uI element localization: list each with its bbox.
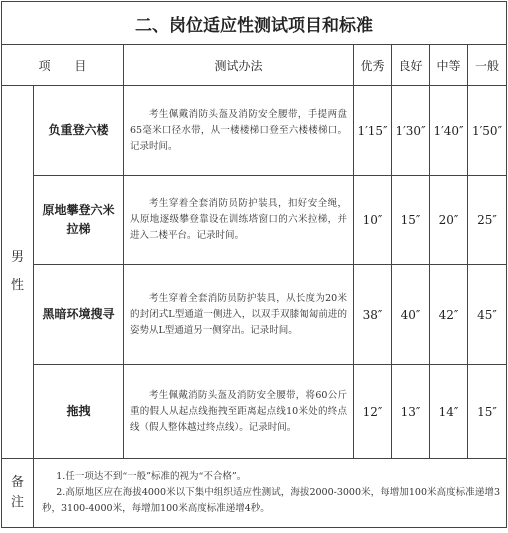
notes-row — [2, 459, 507, 528]
item-name: 负重登六楼 — [34, 86, 124, 176]
value-excellent: 12″ — [354, 365, 392, 459]
item-method: 考生佩戴消防头盔及消防安全腰带，将60公斤重的假人从起点线拖拽至距离起点线10米处的终点线（假人整体越过终点线）。记录时间。 — [124, 365, 354, 459]
header-grade-excellent: 优秀 — [354, 45, 392, 86]
value-medium: 20″ — [430, 176, 468, 265]
value-good: 13″ — [392, 365, 430, 459]
value-medium: 1′40″ — [430, 86, 468, 176]
header-row — [2, 45, 507, 86]
value-medium: 14″ — [430, 365, 468, 459]
header-grade-medium: 中等 — [430, 45, 468, 86]
value-good: 1′30″ — [392, 86, 430, 176]
header-method: 测试办法 — [124, 45, 354, 86]
value-excellent: 38″ — [354, 265, 392, 365]
value-excellent: 10″ — [354, 176, 392, 265]
value-excellent: 1′15″ — [354, 86, 392, 176]
item-name: 原地攀登六米拉梯 — [34, 176, 124, 265]
table-row — [2, 365, 507, 459]
notes-content — [34, 459, 507, 528]
item-method: 考生穿着全套消防员防护装具，从长度为20米的封闭式L型通道一侧进入，以双手双膝匍匐前进的姿势从L型通道另一侧穿出。记录时间。 — [124, 265, 354, 365]
item-method: 考生佩戴消防头盔及消防安全腰带，手提两盘65毫米口径水带，从一楼楼梯口登至六楼楼梯口。记录时间。 — [124, 86, 354, 176]
header-grade-good: 良好 — [392, 45, 430, 86]
value-pass: 1′50″ — [468, 86, 507, 176]
item-method: 考生穿着全套消防员防护装具，扣好安全绳，从原地逐级攀登靠设在训练塔窗口的六米拉梯，并进入二楼平台。记录时间。 — [124, 176, 354, 265]
gender-label — [2, 86, 34, 459]
gender-char: 性 — [10, 278, 24, 293]
note-item: 1.任一项达不到“一般”标准的视为“不合格”。 — [56, 471, 247, 482]
note-item: 2.高原地区应在海拔4000米以下集中组织适应性测试，海拔2000-3000米，每增加100米高度标准递增3秒，3100-4000米，每增加100米高度标准递增4秒。 — [42, 487, 501, 514]
table-row — [2, 176, 507, 265]
value-pass: 25″ — [468, 176, 507, 265]
notes-label-char: 备 — [10, 475, 24, 490]
gender-char: 男 — [10, 250, 24, 265]
standards-table-page — [1, 1, 506, 531]
table-row — [2, 86, 507, 176]
table-title: 二、岗位适应性测试项目和标准 — [2, 2, 507, 45]
title-row — [2, 2, 507, 45]
item-name: 黑暗环境搜寻 — [34, 265, 124, 365]
header-item: 项 目 — [2, 45, 124, 86]
header-grade-pass: 一般 — [468, 45, 507, 86]
standards-table — [1, 1, 507, 528]
item-name: 拖拽 — [34, 365, 124, 459]
value-medium: 42″ — [430, 265, 468, 365]
notes-label-char: 注 — [10, 495, 24, 510]
table-row — [2, 265, 507, 365]
value-pass: 45″ — [468, 265, 507, 365]
value-good: 40″ — [392, 265, 430, 365]
value-pass: 15″ — [468, 365, 507, 459]
value-good: 15″ — [392, 176, 430, 265]
notes-label — [2, 459, 34, 528]
